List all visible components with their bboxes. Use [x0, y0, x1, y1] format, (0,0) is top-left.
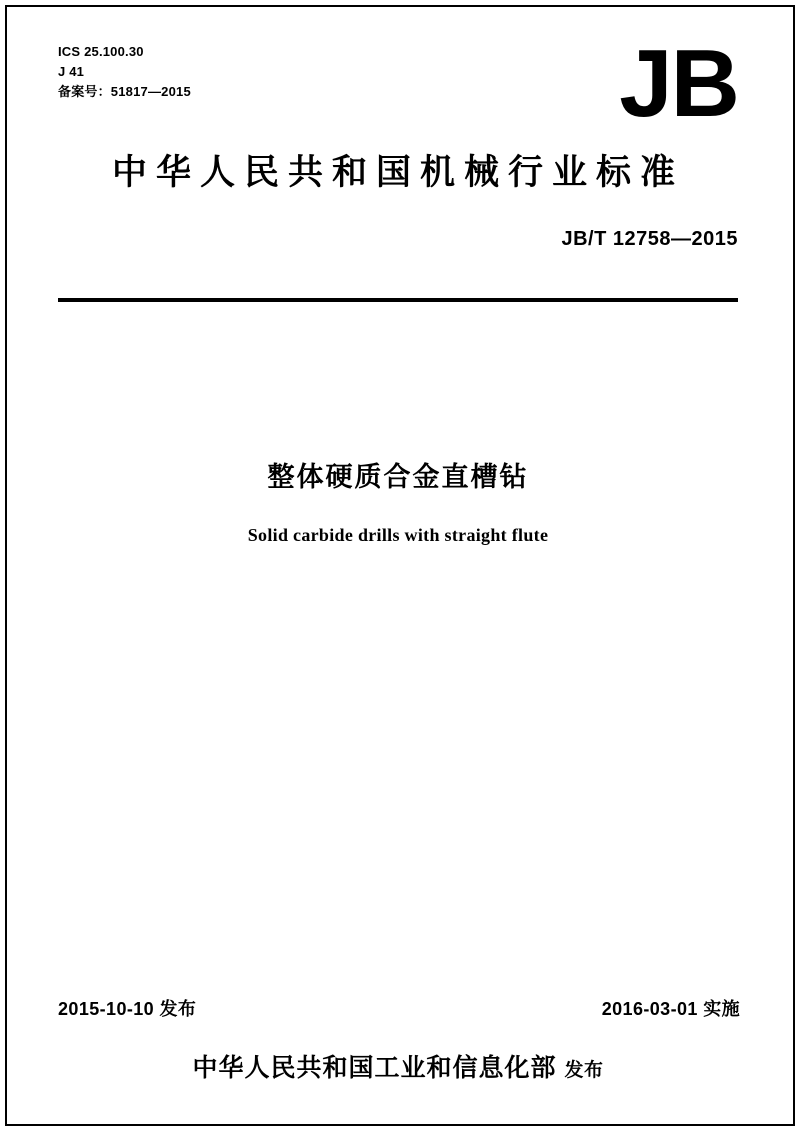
document-title-english: Solid carbide drills with straight flute: [247, 525, 549, 545]
issuer-name: 中华人民共和国工业和信息化部: [192, 1054, 557, 1082]
ics-header-block: [58, 42, 191, 102]
issuer-action: 发布: [564, 1060, 604, 1081]
ics-code: ICS 25.100.30: [58, 44, 144, 59]
dates-row: [58, 995, 740, 1021]
effective-date: 2016-03-01 实施: [601, 999, 740, 1019]
standard-number: JB/T 12758—2015: [561, 228, 738, 250]
record-number: 备案号：51817—2015: [58, 84, 191, 100]
document-title-chinese: 整体硬质合金直槽钻: [267, 462, 529, 492]
issue-date: 2015-10-10 发布: [58, 999, 197, 1019]
jb-logo: JB: [619, 30, 738, 137]
issuer-line: [48, 1048, 748, 1084]
classification-code: J 41: [58, 64, 85, 80]
page-content: [58, 0, 738, 1131]
national-standard-title: 中华人民共和国机械行业标准: [111, 153, 684, 192]
header-divider: [58, 298, 738, 302]
